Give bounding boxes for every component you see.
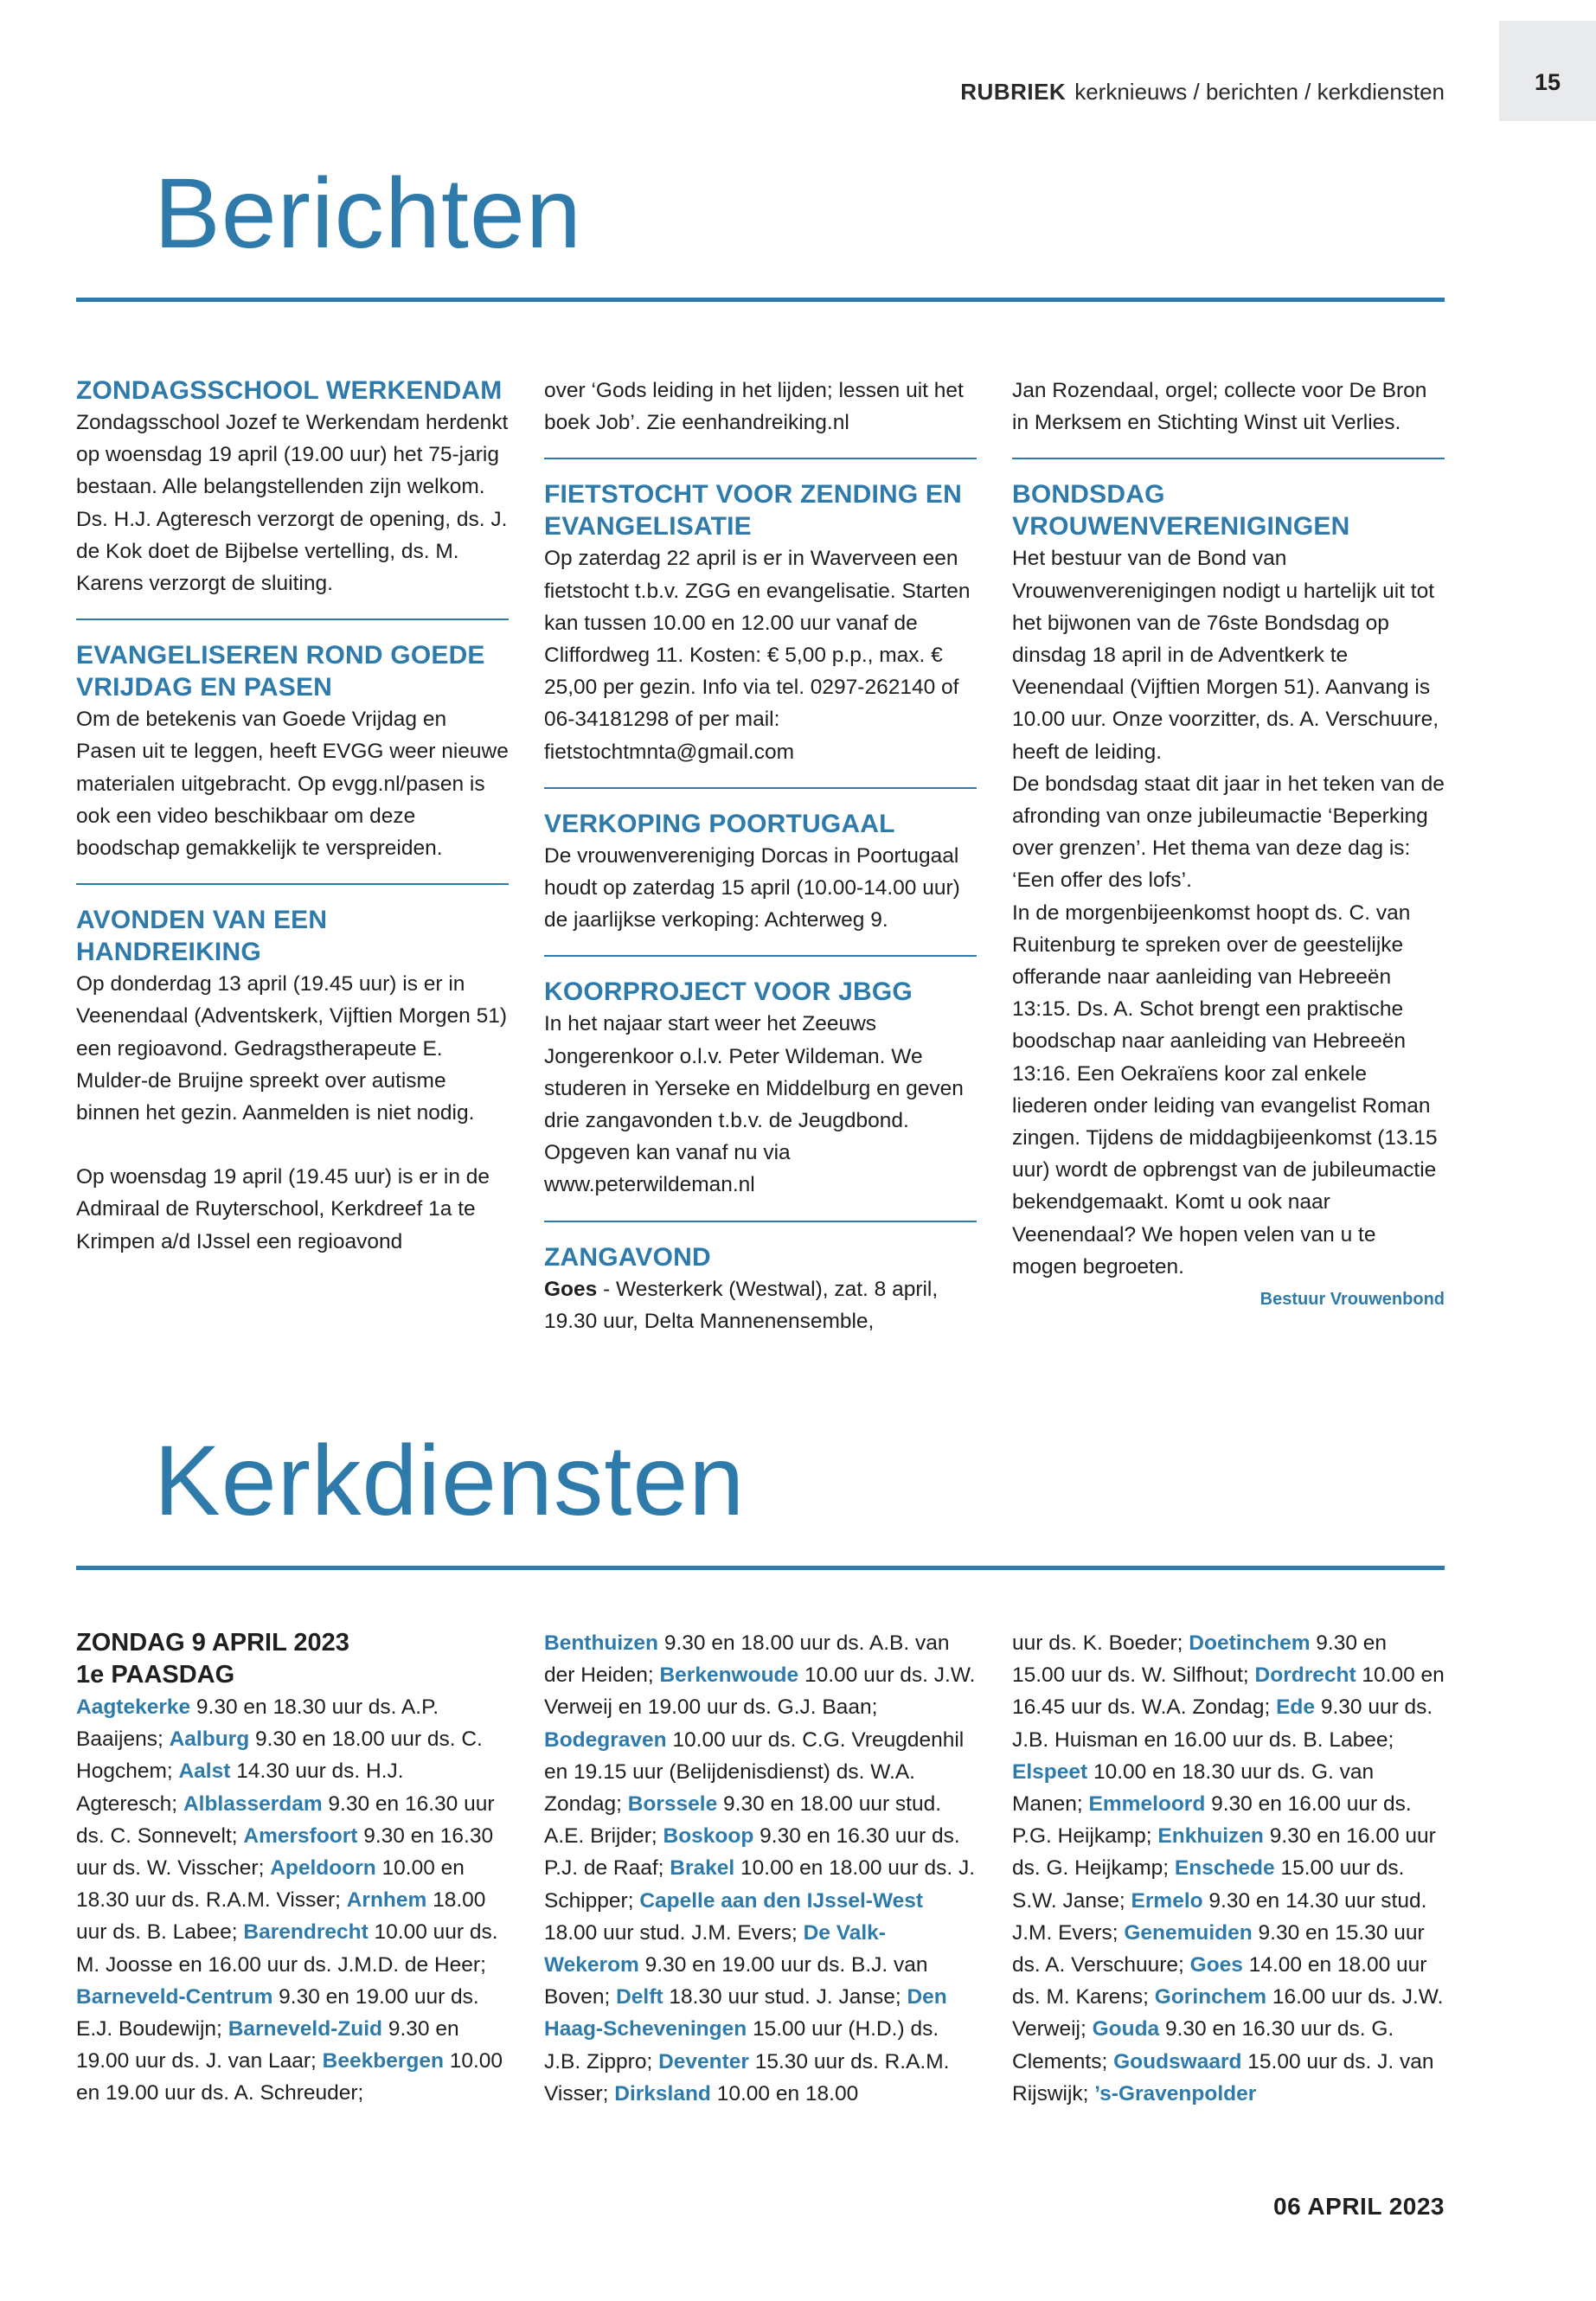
news-text: In het najaar start weer het Zeeuws Jongerenkoor o.l.v. Peter Wildeman. We studeren in Yerseke en Middelburg en geven drie zangavonden t.b.v. de Jeugdbond. Opgeven kan vanaf nu via www.peterwildeman.nl xyxy=(544,1012,964,1197)
news-heading: ZANGAVOND xyxy=(544,1242,711,1272)
service-location: Apeldoorn xyxy=(270,1856,376,1881)
news-heading: KOORPROJECT VOOR JBGG xyxy=(544,977,913,1007)
service-details: 10.00 uur ds. J.W. Verweij en 19.00 uur ds. G.J. Baan; xyxy=(544,1663,976,1720)
service-location: Den Haag-Scheveningen xyxy=(544,1985,947,2041)
service-location: Alblasserdam xyxy=(183,1791,323,1816)
rubric-path: kerknieuws / berichten / kerkdiensten xyxy=(1074,79,1445,105)
services-column-1 xyxy=(76,1627,509,2110)
service-location: Enkhuizen xyxy=(1157,1824,1264,1849)
berichten-rule xyxy=(76,298,1445,302)
service-details: 10.00 uur ds. M. Joosse en 16.00 uur ds. J.M.D. de Heer; xyxy=(76,1920,498,1977)
services-list xyxy=(1012,1627,1445,2110)
news-item xyxy=(544,976,977,1201)
service-details: 16.00 uur ds. J.W. Verweij; xyxy=(1012,1985,1444,2041)
news-heading: ZONDAGSSCHOOL WERKENDAM xyxy=(76,376,503,405)
divider xyxy=(544,458,977,459)
service-details: 9.30 en 19.00 uur ds. E.J. Boudewijn; xyxy=(76,1984,479,2041)
service-location: Goes xyxy=(1189,1953,1243,1977)
services-lead: uur ds. K. Boeder; xyxy=(1012,1631,1189,1655)
services-column-3 xyxy=(1012,1627,1445,2110)
service-details: 9.30 en 15.30 uur ds. A. Verschuure; xyxy=(1012,1920,1425,1977)
service-details: 9.30 en 18.00 uur ds. C. Hogchem; xyxy=(76,1727,483,1784)
rubric-label: RUBRIEK xyxy=(960,79,1067,105)
service-details: 9.30 uur ds. J.B. Huisman en 16.00 uur ds. B. Labee; xyxy=(1012,1695,1433,1752)
news-heading: VERKOPING POORTUGAAL xyxy=(544,809,895,838)
services-column-2 xyxy=(544,1627,977,2110)
service-location: Ermelo xyxy=(1131,1888,1203,1913)
news-text: Op donderdag 13 april (19.45 uur) is er in Veenendaal (Adventskerk, Vijftien Morgen 51) een regioavond. Gedragstherapeute E. Mulder-de Bruijne spreekt over autisme binnen het gezin. Aanmelden is niet nodig. xyxy=(76,972,508,1125)
service-location: Beekbergen xyxy=(322,2049,444,2073)
service-location: Brakel xyxy=(670,1856,735,1881)
service-location: Dirksland xyxy=(614,2081,711,2106)
page-number: 15 xyxy=(1534,69,1561,95)
service-location: Emmeloord xyxy=(1088,1792,1206,1817)
news-text-continued: Jan Rozendaal, orgel; collecte voor De Bron in Merksem en Stichting Winst uit Verlies. xyxy=(1012,379,1427,435)
service-location: Delft xyxy=(616,1985,663,2009)
news-item xyxy=(544,1241,977,1337)
kerkdiensten-title: Kerkdiensten xyxy=(154,1426,746,1536)
zangavond-text: - Westerkerk (Westwal), zat. 8 april, 19.30 uur, Delta Mannenensemble, xyxy=(544,1277,939,1333)
divider xyxy=(76,883,509,885)
service-location: Borssele xyxy=(627,1792,718,1817)
service-details: 9.30 en 16.30 uur ds. G. Clements; xyxy=(1012,2017,1394,2073)
service-location: Elspeet xyxy=(1012,1759,1088,1784)
service-details: 10.00 en 19.00 uur ds. A. Schreuder; xyxy=(76,2049,503,2106)
service-details: 9.30 en 14.30 uur stud. J.M. Evers; xyxy=(1012,1888,1427,1945)
service-location: Barendrecht xyxy=(243,1920,369,1945)
kerkdiensten-rule xyxy=(76,1566,1445,1570)
service-location: Deventer xyxy=(658,2049,749,2073)
news-text: Het bestuur van de Bond van Vrouwenverenigingen nodigt u hartelijk uit tot het bijwonen van de 76ste Bondsdag op dinsdag 18 april in de Adventkerk te Veenendaal (Vijftien Morgen 51). Aanvang is 10.00 uur. Onze voorzitter, ds. A. Verschuure, heeft de leiding. xyxy=(1012,547,1439,764)
service-details: 10.00 en 16.45 uur ds. W.A. Zondag; xyxy=(1012,1663,1445,1720)
news-item xyxy=(76,904,509,1258)
service-details: 9.30 en 18.30 uur ds. A.P. Baaijens; xyxy=(76,1695,439,1752)
news-text: De bondsdag staat dit jaar in het teken van de afronding van onze jubileumactie ‘Beperking over grenzen’. Het thema van deze dag is: ‘Een offer des lofs’. xyxy=(1012,772,1445,893)
service-details: 9.30 en 16.30 uur ds. P.J. de Raaf; xyxy=(544,1824,960,1881)
service-location: Amersfoort xyxy=(243,1823,358,1848)
divider xyxy=(76,619,509,620)
service-details: 14.00 en 18.00 uur ds. M. Karens; xyxy=(1012,1953,1427,2009)
news-item xyxy=(1012,478,1445,1312)
service-details: 10.00 en 18.30 uur ds. G. van Manen; xyxy=(1012,1759,1375,1817)
news-text-continued: over ‘Gods leiding in het lijden; lessen uit het boek Job’. Zie eenhandreiking.nl xyxy=(544,379,964,435)
service-details: 9.30 en 16.00 uur ds. P.G. Heijkamp; xyxy=(1012,1792,1412,1849)
service-location: Aagtekerke xyxy=(76,1695,191,1719)
service-location: Boskoop xyxy=(663,1824,754,1849)
service-location: Aalst xyxy=(178,1759,231,1784)
news-heading: FIETSTOCHT VOOR ZENDING EN EVANGELISATIE xyxy=(544,480,963,542)
zangavond-place: Goes xyxy=(544,1277,598,1301)
running-head xyxy=(960,79,1445,106)
service-location: Ede xyxy=(1276,1695,1316,1720)
service-details: 14.30 uur ds. H.J. Agteresch; xyxy=(76,1759,404,1816)
service-details: 15.00 uur ds. S.W. Janse; xyxy=(1012,1856,1405,1913)
news-text: Op woensdag 19 april (19.45 uur) is er in de Admiraal de Ruyterschool, Kerkdreef 1a te Krimpen a/d IJssel een regioavond xyxy=(76,1165,490,1253)
service-location: Doetinchem xyxy=(1189,1631,1311,1655)
service-location: Gorinchem xyxy=(1154,1985,1267,2009)
service-details: 15.00 uur ds. J. van Rijswijk; xyxy=(1012,2049,1434,2106)
service-details: 10.00 en 18.30 uur ds. R.A.M. Visser; xyxy=(76,1856,465,1913)
service-details: 10.00 uur ds. C.G. Vreugdenhil en 19.15 uur (Belijdenisdienst) ds. W.A. Zondag; xyxy=(544,1727,965,1817)
service-details: 9.30 en 18.00 uur ds. A.B. van der Heiden; xyxy=(544,1631,950,1688)
service-location: Aalburg xyxy=(169,1727,250,1752)
news-item xyxy=(76,639,509,864)
news-text: In de morgenbijeenkomst hoopt ds. C. van Ruitenburg te spreken over de geestelijke offerande naar aanleiding van Hebreeën 13:15. Ds. A. Schot brengt een praktische boodschap naar aanleiding van Hebreeën 13:16. Een Oekraïens koor zal enkele liederen onder leiding van evangelist Roman zingen. Tijdens de middagbijeenkomst (13.15 uur) wordt de opbrengst van de jubileumactie bekendgemaakt. Komt u ook naar Veenendaal? We hopen velen van u te mogen begroeten. xyxy=(1012,901,1438,1279)
service-location: Gouda xyxy=(1092,2017,1160,2041)
news-text: De vrouwenvereniging Dorcas in Poortugaal houdt op zaterdag 15 april (10.00-14.00 uur) de jaarlijkse verkoping: Achterweg 9. xyxy=(544,843,960,933)
service-details: 9.30 en 16.00 uur ds. G. Heijkamp; xyxy=(1012,1824,1436,1881)
service-date: ZONDAG 9 APRIL 2023 xyxy=(76,1629,349,1657)
divider xyxy=(1012,458,1445,459)
issue-date: 06 APRIL 2023 xyxy=(1273,2193,1445,2220)
service-details: 9.30 en 15.00 uur ds. W. Silfhout; xyxy=(1012,1631,1388,1688)
services-entries xyxy=(1012,1631,1445,2106)
service-location: Enschede xyxy=(1174,1856,1275,1881)
service-location: Capelle aan den IJssel-West xyxy=(639,1888,924,1913)
news-text: Om de betekenis van Goede Vrijdag en Pasen uit te leggen, heeft EVGG weer nieuwe materialen uitgebracht. Op evgg.nl/pasen is ook een video beschikbaar om deze boodschap gemakkelijk te verspreiden. xyxy=(76,708,509,861)
service-details: 18.00 uur stud. J.M. Evers; xyxy=(544,1920,804,1945)
service-location: De Valk-Wekerom xyxy=(544,1920,886,1977)
service-details: 9.30 en 19.00 uur ds. J. van Laar; xyxy=(76,2017,459,2073)
service-location: Barneveld-Centrum xyxy=(76,1984,273,2009)
service-details: 10.00 en 18.00 xyxy=(710,2081,859,2106)
service-location: Benthuizen xyxy=(544,1631,659,1655)
service-location: Goudswaard xyxy=(1113,2049,1242,2073)
news-heading: EVANGELISEREN ROND GOEDE VRIJDAG EN PASEN xyxy=(76,641,485,702)
service-location: Genemuiden xyxy=(1124,1920,1253,1945)
service-details: 18.30 uur stud. J. Janse; xyxy=(663,1985,907,2009)
news-item xyxy=(544,808,977,937)
page-tab xyxy=(1499,21,1596,121)
news-text: Op zaterdag 22 april is er in Waverveen een fietstocht t.b.v. ZGG en evangelisatie. Starten kan tussen 10.00 en 12.00 uur vanaf de Cliffordweg 11. Kosten: € 5,00 p.p., max. € 25,00 per gezin. Info via tel. 0297-262140 of 06-34181298 of per mail: fietstochtmnta@gmail.com xyxy=(544,547,971,764)
service-details: 10.00 en 18.00 uur ds. J. Schipper; xyxy=(544,1856,976,1913)
service-location: Barneveld-Zuid xyxy=(228,2017,383,2041)
berichten-column-3 xyxy=(1012,375,1445,1312)
divider xyxy=(544,955,977,957)
service-location: Bodegraven xyxy=(544,1727,667,1752)
news-heading: BONDSDAG VROUWENVERENIGINGEN xyxy=(1012,480,1350,542)
service-day: 1e PAASDAG xyxy=(76,1661,235,1689)
signature: Bestuur Vrouwenbond xyxy=(1259,1290,1445,1310)
berichten-column-1 xyxy=(76,375,509,1258)
services-list xyxy=(544,1627,977,2110)
service-details: 18.00 uur ds. B. Labee; xyxy=(76,1888,486,1945)
divider xyxy=(544,1221,977,1222)
service-details: 15.00 uur (H.D.) ds. J.B. Zippro; xyxy=(544,2017,939,2073)
service-details: 9.30 en 16.30 uur ds. W. Visscher; xyxy=(76,1823,494,1881)
news-text xyxy=(544,1273,977,1337)
service-location: ’s-Gravenpolder xyxy=(1094,2081,1257,2106)
service-details: 15.30 uur ds. R.A.M. Visser; xyxy=(544,2049,950,2106)
service-location: Berkenwoude xyxy=(659,1663,799,1688)
berichten-column-2 xyxy=(544,375,977,1337)
service-details: 9.30 en 19.00 uur ds. B.J. van Boven; xyxy=(544,1953,928,2009)
service-location: Dordrecht xyxy=(1254,1663,1356,1688)
berichten-title: Berichten xyxy=(154,158,582,269)
divider xyxy=(544,787,977,789)
news-text: Zondagsschool Jozef te Werkendam herdenkt op woensdag 19 april (19.00 uur) het 75-jarig bestaan. Alle belangstellenden zijn welkom. Ds. H.J. Agteresch verzorgt de opening, ds. J. de Kok doet de Bijbelse vertelling, ds. M. Karens verzorgt de sluiting. xyxy=(76,411,509,596)
service-location: Arnhem xyxy=(346,1888,427,1913)
service-details: 9.30 en 16.30 uur ds. C. Sonnevelt; xyxy=(76,1791,495,1848)
services-list xyxy=(76,1691,509,2110)
news-item xyxy=(544,478,977,767)
service-details: 9.30 en 18.00 uur stud. A.E. Brijder; xyxy=(544,1792,942,1849)
news-item xyxy=(76,375,509,599)
news-heading: AVONDEN VAN EEN HANDREIKING xyxy=(76,906,328,967)
